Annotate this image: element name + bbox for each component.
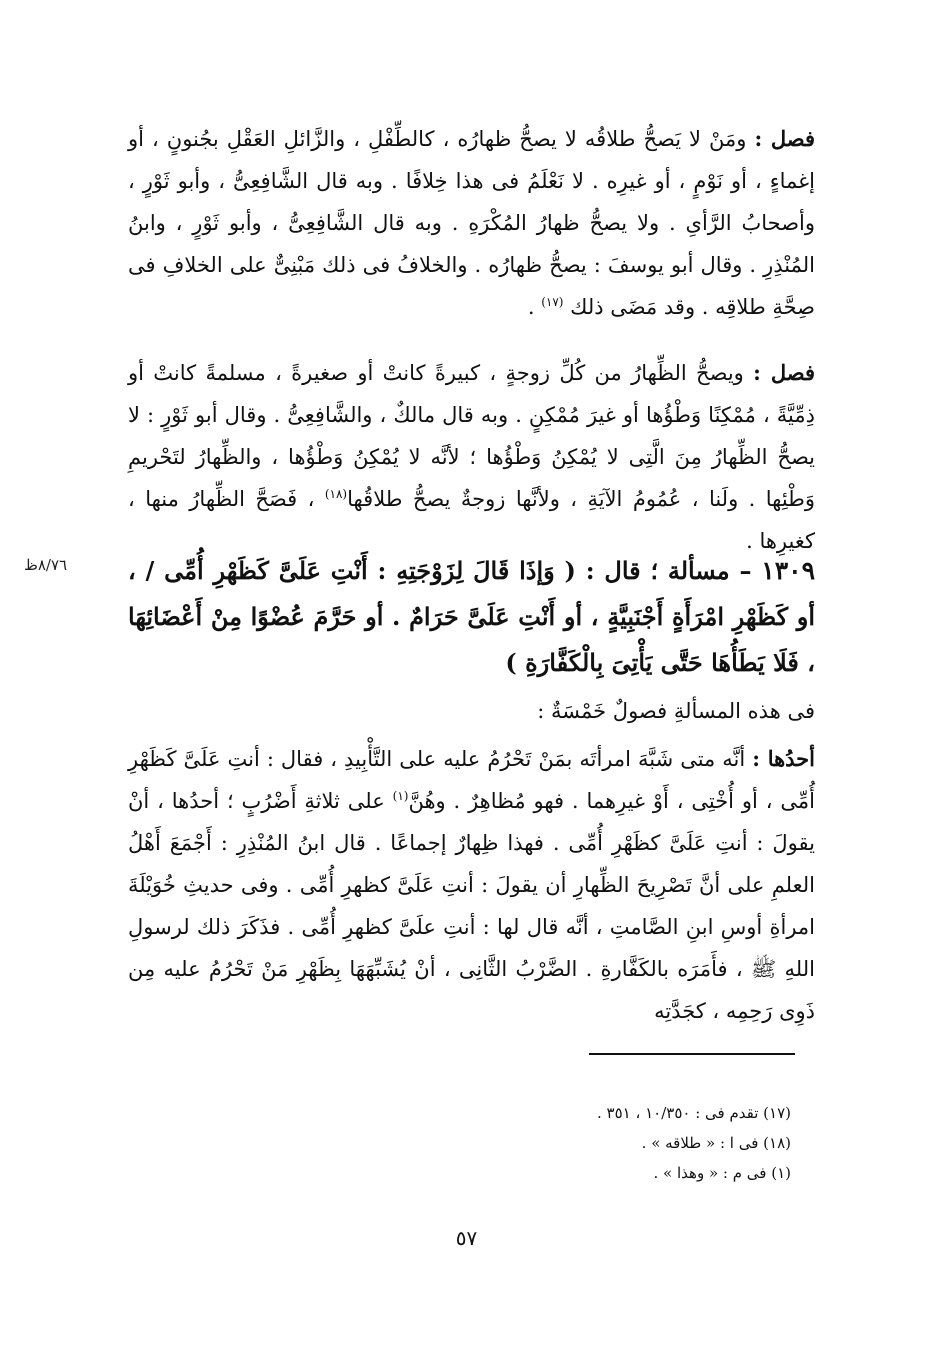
footnote-reference: (١٨) bbox=[324, 487, 348, 501]
issue-text: – مسألة ؛ قال : ( وَإذَا قَالَ لِزَوْجَتِهِ : أَنْتِ عَلَىَّ كَظَهْرِ أُمِّى / ، أو كَظَهْرِ امْرَأَةٍ أَجْنَبِيَّةٍ ، أو أَنْتِ عَلَىَّ حَرَامٌ . أو حَرَّمَ عُضْوًا مِنْ أَعْضَائِهَا ، فَلَا يَطَأُهَا حَتَّى يَأْتِىَ بِالْكَفَّارَةِ ) bbox=[128, 556, 815, 677]
footnotes bbox=[597, 1098, 791, 1188]
paragraph-5 bbox=[128, 738, 815, 1032]
page-number: ٥٧ bbox=[455, 1226, 478, 1250]
paragraph-text-continued: على ثلاثةِ أَضْرُبٍ ؛ أحدُها ، أنْ يقولَ : أنتِ عَلَىَّ كظَهْرِ أُمِّى . فهذا ظِهارٌ إجماعًا . قال ابنُ المُنْذِرِ : أَجْمَعَ أَهْلُ العلمِ على أنَّ تَصْرِيحَ الظِّهارِ أن يقولَ : أنتِ عَلَىَّ كظهرِ أُمِّى . وفى حديثِ خُوَيْلَةَ امرأةِ أوسِ ابنِ الصَّامتِ ، أنَّه قال لها : أنتِ علَىَّ كظهرِ أُمِّى . فذَكَرَ ذلك لرسولِ اللهِ ﷺ ، فأَمَرَه بالكَفَّارةِ . الضَّرْبُ الثَّانِى ، أنْ يُشَبِّهَهَا بِظَهْرِ مَنْ تَحْرُمُ عليه مِن ذَوِى رَحِمِه ، كجَدَّتِه bbox=[128, 789, 815, 1023]
footnote-reference: (١) bbox=[392, 789, 409, 803]
paragraph-5-body bbox=[128, 738, 815, 1032]
paragraph-2 bbox=[128, 352, 815, 562]
paragraph-text: فى هذه المسألةِ فصولٌ خَمْسَةٌ : bbox=[537, 699, 815, 723]
section-heading: فصل : bbox=[753, 360, 815, 385]
paragraph-1-body bbox=[128, 118, 815, 328]
paragraph-2-body bbox=[128, 352, 815, 562]
footnote-reference: (١٧) bbox=[541, 295, 564, 309]
paragraph-1 bbox=[128, 118, 815, 328]
footnote: (١٧) تقدم فى : ١٠/٣٥٠ ، ٣٥١ . bbox=[596, 1104, 791, 1122]
footnote: (١) فى م : « وهذا » . bbox=[653, 1164, 791, 1182]
paragraph-text-continued: ، فَصَحَّ الظِّهارُ منها ، كغيرِها . bbox=[128, 487, 815, 553]
margin-manuscript-reference: ٨/٧٦ظ bbox=[24, 556, 68, 574]
issue-statement bbox=[128, 548, 815, 686]
footnote: (١٨) فى ا : « طلاقه » . bbox=[641, 1134, 791, 1152]
paragraph-text: أنَّه متى شَبَّهَ امرأتَه بمَنْ تَحْرُمُ عليه على التَّأْبِيدِ ، فقال : أنتِ عَلَىَّ كَظَهْرِ أُمِّى ، أو أُخْتِى ، أَوْ غيرِهما . فهو مُظاهِرٌ . وهُنَّ bbox=[128, 747, 815, 813]
paragraph-text: ومَنْ لا يَصحُّ طلاقُه لا يصحُّ ظهارُه ، كالطِّفْلِ ، والزَّائلِ العَقْلِ بجُنونٍ ، أو إغماءٍ ، أو نَوْمٍ ، أو غيرِه . لا نَعْلَمُ فى هذا خِلافًا . وبه قال الشَّافِعِىُّ ، وأبو ثَوْرٍ ، وأصحابُ الرَّأىِ . ولا يصحُّ ظهارُ المُكْرَهِ . وبه قال الشَّافِعِىُّ ، وأبو ثَوْرٍ ، وابنُ المُنْذِرِ . وقال أبو يوسفَ : يصحُّ ظهارُه . والخلافُ فى ذلك مَبْنِىٌّ على الخلافِ فى صِحَّةِ طلاقِه . وقد مَضَى ذلك bbox=[128, 127, 815, 319]
issue-number: ١٣٠٩ bbox=[761, 556, 815, 585]
paragraph-4 bbox=[128, 690, 815, 732]
section-heading: أحدُها : bbox=[752, 746, 815, 771]
paragraph-text: ويصحُّ الظِّهارُ من كُلِّ زوجةٍ ، كبيرةً كانتْ أو صغيرةً ، مسلمةً كانتْ أو ذِمِّيَّةً ، مُمْكِنًا وَطْؤُها أو غيرَ مُمْكِنٍ . وبه قال مالكٌ ، والشَّافِعِىُّ . وقال أبو ثَوْرٍ : لا يصحُّ الظِّهارُ مِنَ الَّتِى لا يُمْكِنُ وَطْؤُها ؛ لأنَّه لا يُمْكِنُ وَطْؤُها ، والظِّهارُ لتَحْريمِ وَطْئِها . ولَنا ، عُمُومُ الآيَةِ ، ولأنَّها زوجةٌ يصحُّ طلاقُها bbox=[128, 361, 816, 511]
issue-body bbox=[128, 548, 815, 686]
paragraph-tail: . bbox=[527, 295, 535, 319]
footnote-divider bbox=[589, 1053, 795, 1055]
section-heading: فصل : bbox=[754, 126, 815, 151]
